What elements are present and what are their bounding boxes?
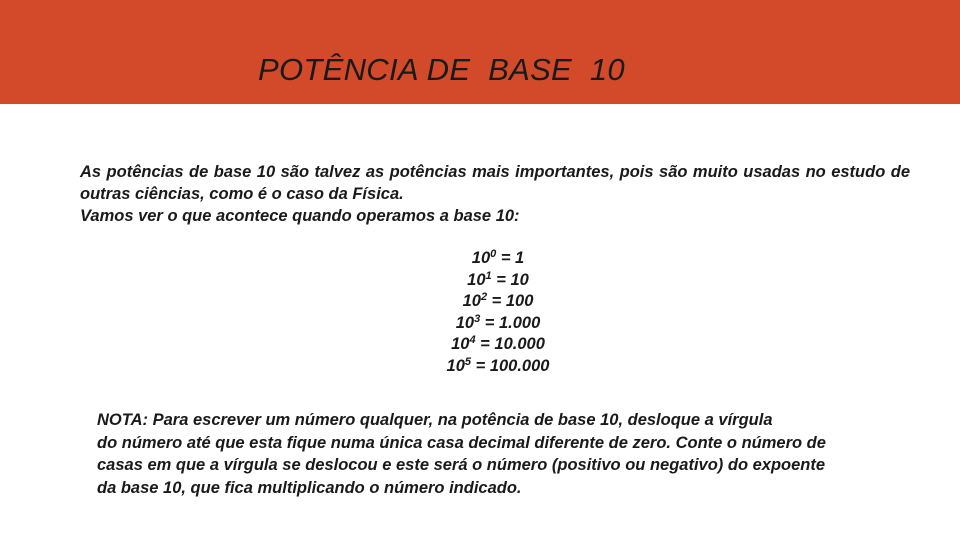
power-row	[380, 248, 616, 270]
intro-text	[80, 161, 910, 227]
power-result: = 10	[491, 270, 529, 289]
power-row	[380, 334, 616, 356]
power-row	[380, 313, 616, 335]
power-exponent: 3	[474, 312, 481, 325]
power-row	[380, 270, 616, 292]
power-row	[380, 356, 616, 378]
note-line: NOTA: Para escrever um número qualquer, na potência de base 10, desloque a vírgula	[97, 411, 773, 429]
power-result: = 1.000	[480, 313, 541, 332]
power-result: = 100	[487, 292, 534, 310]
note-text	[97, 409, 897, 499]
power-base: 10	[451, 335, 470, 353]
power-base: 10	[455, 313, 475, 332]
power-base: 10	[446, 356, 465, 375]
power-exponent: 1	[485, 269, 492, 282]
note-line: do número até que esta fique numa única casa decimal diferente de zero. Conte o número de	[97, 433, 826, 452]
power-result: = 100.000	[471, 356, 550, 375]
intro-line: Vamos ver o que acontece quando operamos a base 10:	[80, 207, 520, 225]
intro-paragraph: As potências de base 10 são talvez as potências mais importantes, pois são muito usadas no estudo de outras ciências, como é o caso da Física.	[80, 163, 910, 203]
powers-list	[380, 248, 616, 377]
power-base: 10	[471, 249, 491, 267]
note-line: casas em que a vírgula se deslocou e este será o número (positivo ou negativo) do expoente	[97, 456, 826, 474]
power-exponent: 0	[490, 248, 497, 260]
power-exponent: 4	[469, 334, 476, 346]
power-row	[380, 291, 616, 313]
power-result: = 1	[496, 249, 525, 267]
note-line: da base 10, que fica multiplicando o número indicado.	[97, 478, 522, 497]
power-result: = 10.000	[475, 335, 545, 353]
power-exponent: 5	[464, 355, 472, 368]
power-base: 10	[462, 292, 481, 310]
slide-title: POTÊNCIA DE BASE 10	[258, 52, 625, 87]
power-exponent: 2	[480, 291, 488, 303]
power-base: 10	[467, 270, 486, 289]
